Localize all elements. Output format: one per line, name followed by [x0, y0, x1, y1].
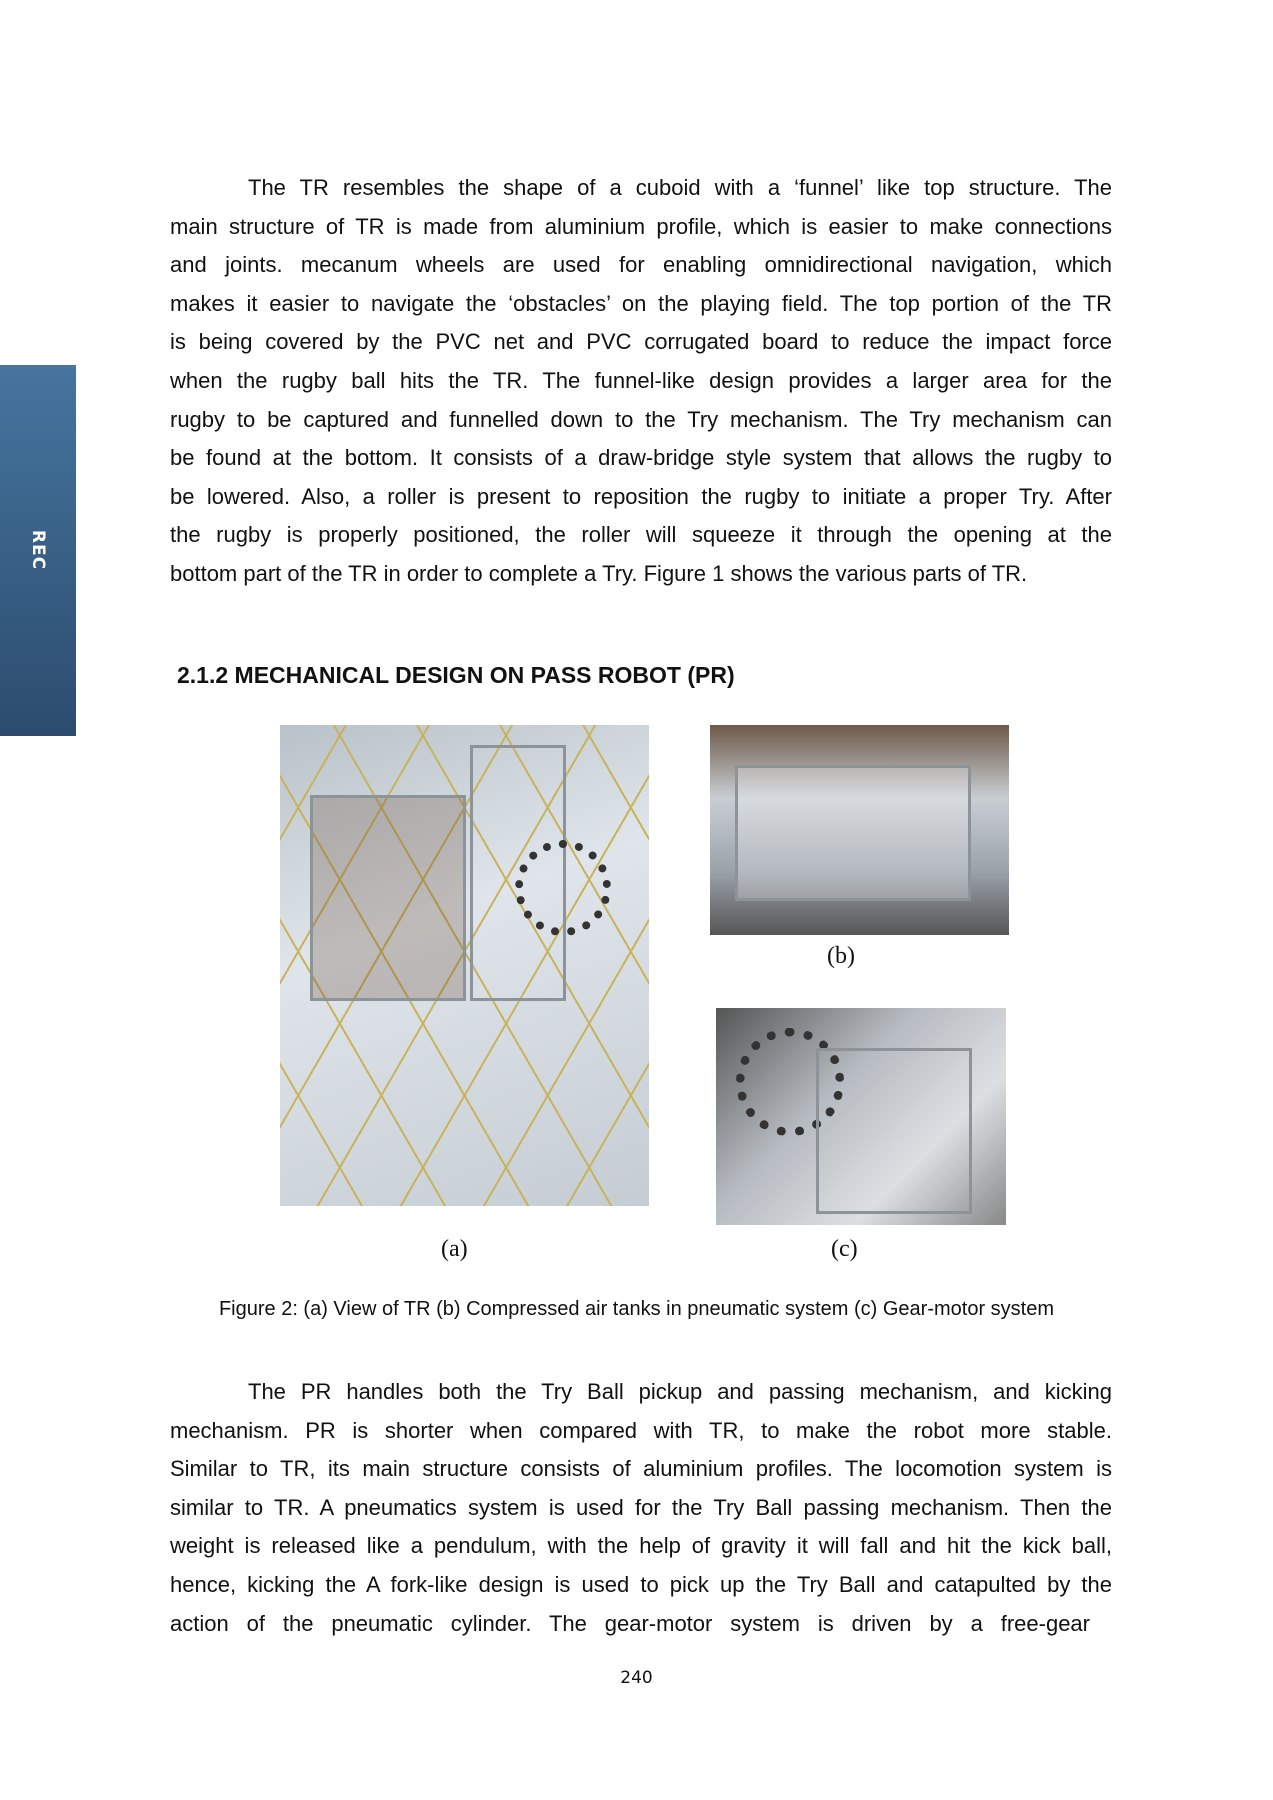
side-tab [0, 365, 76, 736]
text-line: when the rugby ball hits the TR. The funnel-like design provides a larger area for the [170, 367, 1112, 393]
label-a: (a) [441, 1236, 468, 1262]
text-line: hence, kicking the A fork-like design is used to pick up the Try Ball and catapulted by the [170, 1571, 1112, 1597]
text-line: similar to TR. A pneumatics system is used for the Try Ball passing mechanism. Then the [170, 1494, 1112, 1520]
text-line: Similar to TR, its main structure consists of aluminium profiles. The locomotion system is [170, 1456, 1112, 1482]
label-c: (c) [831, 1236, 858, 1262]
text-line: and joints. mecanum wheels are used for enabling omnidirectional navigation, which [170, 252, 1112, 278]
text-line: makes it easier to navigate the ‘obstacles’ on the playing field. The top portion of the TR [170, 290, 1112, 316]
text-line: be found at the bottom. It consists of a draw-bridge style system that allows the rugby to [170, 445, 1112, 471]
text-line: mechanism. PR is shorter when compared with TR, to make the robot more stable. [170, 1417, 1112, 1443]
text-line: be lowered. Also, a roller is present to reposition the rugby to initiate a proper Try. After [170, 483, 1112, 509]
photo-tr-view [280, 725, 649, 1206]
text-line: the rugby is properly positioned, the roller will squeeze it through the opening at the [170, 522, 1112, 548]
text-line: main structure of TR is made from aluminium profile, which is easier to make connections [170, 213, 1112, 239]
paragraph-tr-description [170, 169, 1112, 594]
text-line: is being covered by the PVC net and PVC corrugated board to reduce the impact force [170, 329, 1112, 355]
photo-gear-motor [716, 1008, 1006, 1225]
text-line: The TR resembles the shape of a cuboid with a ‘funnel’ like top structure. The [248, 175, 1112, 200]
side-tab-label: REC [28, 529, 48, 571]
figure-caption: Figure 2: (a) View of TR (b) Compressed air tanks in pneumatic system (c) Gear-motor system [218, 1298, 1055, 1320]
text-line: action of the pneumatic cylinder. The gear-motor system is driven by a free-gear [170, 1610, 1090, 1636]
paragraph-pr-description [170, 1373, 1112, 1643]
text-line: bottom part of the TR in order to complete a Try. Figure 1 shows the various parts of TR. [170, 560, 1028, 586]
text-line: weight is released like a pendulum, with the help of gravity it will fall and hit the kick ball, [170, 1533, 1112, 1559]
text-line: The PR handles both the Try Ball pickup and passing mechanism, and kicking [248, 1379, 1112, 1404]
section-heading: 2.1.2 MECHANICAL DESIGN ON PASS ROBOT (PR) [177, 662, 735, 688]
photo-air-tanks [710, 725, 1009, 935]
label-b: (b) [827, 943, 855, 969]
page-number: 240 [620, 1668, 653, 1688]
text-line: rugby to be captured and funnelled down to the Try mechanism. The Try mechanism can [170, 406, 1112, 432]
